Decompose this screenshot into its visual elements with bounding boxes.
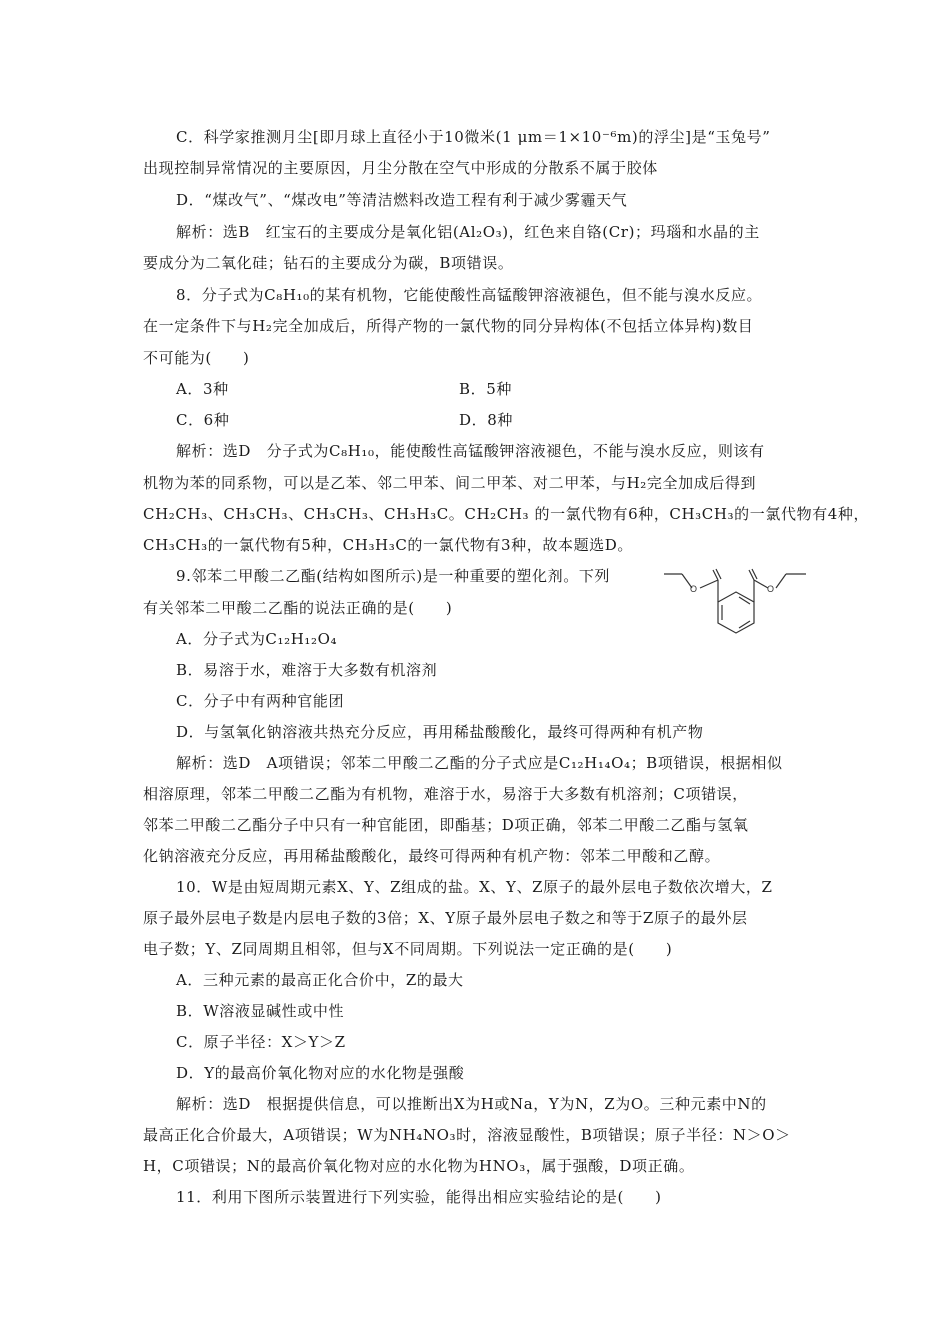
text-line: 最高正化合价最大，A项错误；W为NH₄NO₃时，溶液显酸性，B项错误；原子半径：N＞O＞ (143, 1126, 791, 1144)
text-line: 8．分子式为C₈H₁₀的某有机物，它能使酸性高锰酸钾溶液褪色，但不能与溴水反应。 (176, 286, 763, 304)
option-b: B．5种 (459, 380, 512, 398)
option-c: C．原子半径：X＞Y＞Z (176, 1033, 346, 1051)
text-line: 9.邻苯二甲酸二乙酯(结构如图所示)是一种重要的塑化剂。下列 (176, 567, 611, 585)
option-a: A．分子式为C₁₂H₁₂O₄ (176, 630, 338, 648)
text-line: 不可能为( ) (143, 349, 250, 367)
text-line: 化钠溶液充分反应，再用稀盐酸酸化，最终可得两种有机产物：邻苯二甲酸和乙醇。 (143, 847, 721, 865)
text-line: D．“煤改气”、“煤改电”等清洁燃料改造工程有利于减少雾霾天气 (176, 191, 628, 209)
option-d: D．Y的最高价氧化物对应的水化物是强酸 (176, 1064, 465, 1082)
ester-oxygen-left: O (690, 584, 698, 594)
option-d: D．8种 (459, 411, 513, 429)
text-line: 原子最外层电子数是内层电子数的3倍；X、Y原子最外层电子数之和等于Z原子的最外层 (143, 909, 748, 927)
option-c: C．分子中有两种官能团 (176, 692, 345, 710)
text-line: 机物为苯的同系物，可以是乙苯、邻二甲苯、间二甲苯、对二甲苯，与H₂完全加成后得到 (143, 474, 757, 492)
text-line: 邻苯二甲酸二乙酯分子中只有一种官能团，即酯基；D项正确，邻苯二甲酸二乙酯与氢氧 (143, 816, 749, 834)
text-line: 电子数；Y、Z同周期且相邻，但与X不同周期。下列说法一定正确的是( ) (143, 940, 673, 958)
option-b: B．易溶于水，难溶于大多数有机溶剂 (176, 661, 438, 679)
text-line: 解析：选B 红宝石的主要成分是氧化铝(Al₂O₃)，红色来自铬(Cr)；玛瑙和水晶的主 (176, 223, 760, 241)
text-line: CH₃CH₃的一氯代物有5种，CH₃H₃C的一氯代物有3种，故本题选D。 (143, 536, 634, 554)
option-a: A．3种 (176, 380, 229, 398)
text-line: 10．W是由短周期元素X、Y、Z组成的盐。X、Y、Z原子的最外层电子数依次增大，Z (176, 878, 773, 896)
text-line: H，C项错误；N的最高价氧化物对应的水化物为HNO₃，属于强酸，D项正确。 (143, 1157, 695, 1175)
text-line: CH₂CH₃、CH₃CH₃、CH₃CH₃、CH₃H₃C。CH₂CH₃ 的一氯代物有6种，CH₃CH₃的一氯代物有4种， (143, 505, 870, 523)
text-line: 相溶原理，邻苯二甲酸二乙酯为有机物，难溶于水，易溶于大多数有机溶剂；C项错误， (143, 785, 748, 803)
option-a: A．三种元素的最高正化合价中，Z的最大 (176, 971, 464, 989)
text-line: C．科学家推测月尘[即月球上直径小于10微米(1 μm＝1×10⁻⁶m)的浮尘]是“玉兔号” (176, 128, 771, 146)
text-line: 有关邻苯二甲酸二乙酯的说法正确的是( ) (143, 599, 453, 617)
text-line: 要成分为二氧化硅；钻石的主要成分为碳，B项错误。 (143, 254, 514, 272)
text-line: 出现控制异常情况的主要原因，月尘分散在空气中形成的分散系不属于胶体 (143, 159, 658, 177)
option-b: B．W溶液显碱性或中性 (176, 1002, 345, 1020)
text-line: 解析：选D 分子式为C₈H₁₀，能使酸性高锰酸钾溶液褪色，不能与溴水反应，则该有 (176, 442, 765, 460)
diethyl-phthalate-structure (660, 558, 810, 688)
benzene-ring (718, 592, 754, 633)
text-line: 解析：选D A项错误；邻苯二甲酸二乙酯的分子式应是C₁₂H₁₄O₄；B项错误，根据相似 (176, 754, 783, 772)
option-c: C．6种 (176, 411, 230, 429)
text-line: 11．利用下图所示装置进行下列实验，能得出相应实验结论的是( ) (176, 1188, 662, 1206)
option-d: D．与氢氧化钠溶液共热充分反应，再用稀盐酸酸化，最终可得两种有机产物 (176, 723, 704, 741)
ester-oxygen-right: O (767, 584, 775, 594)
text-line: 解析：选D 根据提供信息，可以推断出X为H或Na，Y为N，Z为O。三种元素中N的 (176, 1095, 767, 1113)
text-line: 在一定条件下与H₂完全加成后，所得产物的一氯代物的同分异构体(不包括立体异构)数目 (143, 317, 754, 335)
